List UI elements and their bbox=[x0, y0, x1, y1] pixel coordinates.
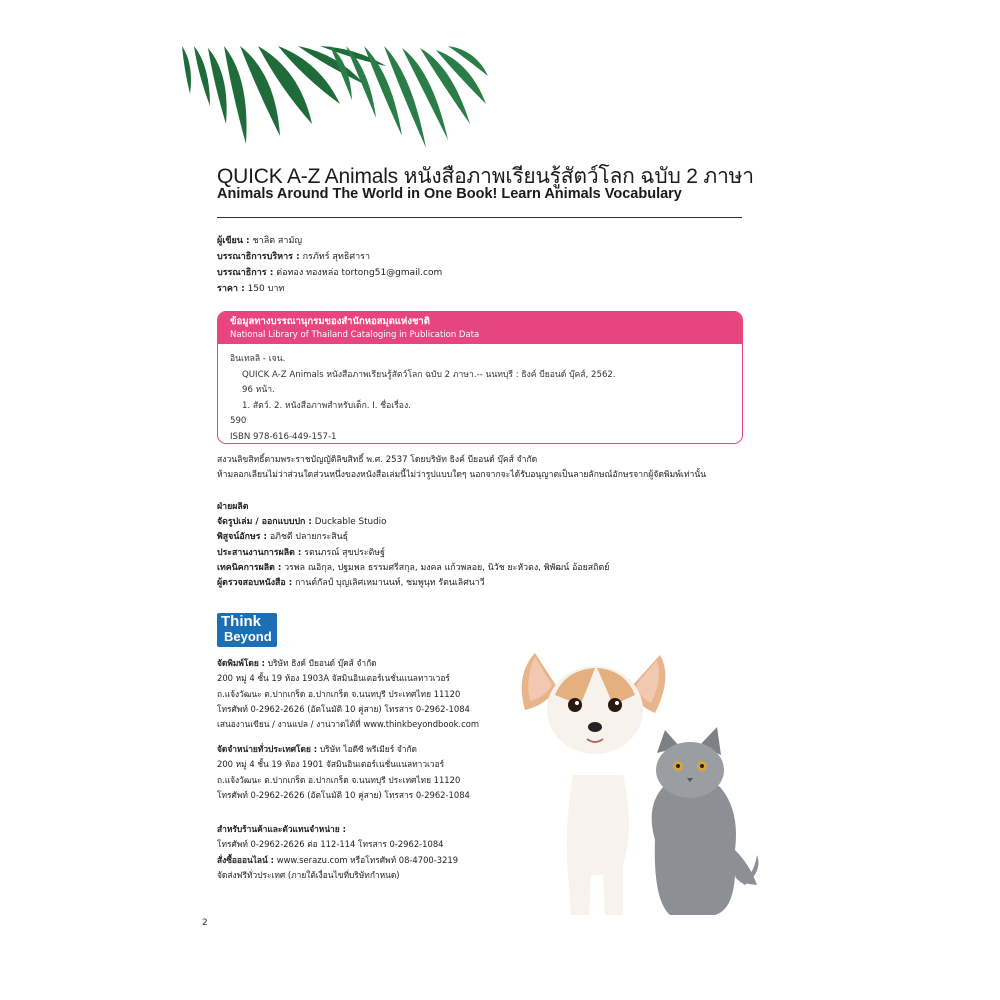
copyright-line: สงวนลิขสิทธิ์ตามพระราชบัญญัติลิขสิทธิ์ พ.ศ. 2537 โดยบริษัท ธิงค์ บียอนด์ บุ๊คส์ จำกัด bbox=[217, 455, 538, 465]
cip-line: QUICK A-Z Animals หนังสือภาพเรียนรู้สัตว์โลก ฉบับ 2 ภาษา.-- นนทบุรี : ธิงค์ บียอนด์ บุ๊คส์, 2562. bbox=[242, 369, 616, 380]
production-value: รตนภรณ์ สุขประดิษฐ์ bbox=[304, 547, 385, 558]
production-label: ผู้ตรวจสอบหนังสือ : bbox=[217, 578, 293, 589]
credit-value: ต่อทอง ทองหล่อ tortong51@gmail.com bbox=[276, 268, 443, 278]
production-row bbox=[217, 561, 609, 576]
production-heading: ฝ่ายผลิต bbox=[217, 502, 249, 512]
puppy-and-kitten-photo bbox=[495, 635, 765, 920]
production-value: วรพล ณอิกุล, ปฐมพล ธรรมศรีสกุล, มงคล แก้วพลอย, นิวัช ยะหัวดง, พิพัฒน์ อ้อยสถิตย์ bbox=[284, 562, 610, 573]
production-value: กานต์กัลป์ บุญเลิศเหมานนท์, ชมพูนุท รัตนเลิศนาวี bbox=[295, 578, 485, 589]
publisher-line: โทรศัพท์ 0-2962-2626 (อัตโนมัติ 10 คู่สาย) โทรสาร 0-2962-1084 bbox=[217, 703, 470, 714]
cip-heading-en: National Library of Thailand Cataloging in Publication Data bbox=[230, 330, 480, 340]
credit-row bbox=[217, 233, 442, 249]
distributor-line: โทรศัพท์ 0-2962-2626 (อัตโนมัติ 10 คู่สาย) โทรสาร 0-2962-1084 bbox=[217, 789, 470, 800]
publisher-line: เสนองานเขียน / งานแปล / งานวาดได้ที่ www.thinkbeyondbook.com bbox=[217, 719, 479, 730]
credit-row bbox=[217, 281, 442, 297]
online-label: สั่งซื้อออนไลน์ : bbox=[217, 854, 275, 865]
production-label: เทคนิคการผลิต : bbox=[217, 562, 282, 573]
cip-box bbox=[217, 311, 743, 444]
credit-value: กรภัทร์ สุทธิศารา bbox=[302, 252, 371, 262]
production-value: อภิชดี ปลายกระสินธุ์ bbox=[269, 532, 349, 543]
production-value: Duckable Studio bbox=[314, 517, 387, 528]
cip-body bbox=[218, 344, 742, 444]
title-divider bbox=[217, 217, 742, 218]
cip-line: 590 bbox=[230, 416, 247, 427]
publisher-line: ถ.แจ้งวัฒนะ ต.ปากเกร็ด อ.ปากเกร็ด จ.นนทบุรี ประเทศไทย 11120 bbox=[217, 688, 461, 699]
production-row bbox=[217, 576, 609, 591]
book-subtitle: Animals Around The World in One Book! Learn Animals Vocabulary bbox=[217, 186, 682, 202]
production-label: ประสานงานการผลิต : bbox=[217, 547, 302, 558]
production-team bbox=[217, 500, 609, 591]
credit-row bbox=[217, 265, 442, 281]
production-row bbox=[217, 546, 609, 561]
credit-value: 150 บาท bbox=[247, 284, 285, 294]
cip-line: 1. สัตว์. 2. หนังสือภาพสำหรับเด็ก. I. ชื่อเรื่อง. bbox=[242, 400, 411, 411]
credit-label: บรรณาธิการ : bbox=[217, 268, 274, 278]
production-row bbox=[217, 515, 609, 530]
logo-line1: Think bbox=[221, 613, 261, 630]
distributor-line: 200 หมู่ 4 ชั้น 19 ห้อง 1901 จัสมินอินเตอร์เนชั่นแนลทาวเวอร์ bbox=[217, 759, 445, 770]
credit-row bbox=[217, 249, 442, 265]
publisher-line: 200 หมู่ 4 ชั้น 19 ห้อง 1903A จัสมินอินเตอร์เนชั่นแนลทาวเวอร์ bbox=[217, 673, 450, 684]
production-label: จัดรูปเล่ม / ออกแบบปก : bbox=[217, 517, 312, 528]
credits-block bbox=[217, 233, 442, 297]
palm-leaves-illustration bbox=[180, 44, 490, 154]
production-row bbox=[217, 530, 609, 545]
distributor-line: ถ.แจ้งวัฒนะ ต.ปากเกร็ด อ.ปากเกร็ด จ.นนทบุรี ประเทศไทย 11120 bbox=[217, 774, 461, 785]
shops-delivery: จัดส่งฟรีทั่วประเทศ (ภายใต้เงื่อนไขที่บริษัทกำหนด) bbox=[217, 869, 400, 880]
puppy-illustration bbox=[522, 653, 666, 915]
copyright-notice bbox=[217, 453, 706, 483]
copyright-line: ห้ามลอกเลียนไม่ว่าส่วนใดส่วนหนึ่งของหนังสือเล่มนี้ไม่ว่ารูปแบบใดๆ นอกจากจะได้รับอนุญาตเป็นลายลักษณ์อักษรจากผู้จัดพิมพ์เท่านั้น bbox=[217, 470, 707, 480]
book-title: QUICK A-Z Animals หนังสือภาพเรียนรู้สัตว์โลก ฉบับ 2 ภาษา bbox=[217, 165, 754, 188]
page-number: 2 bbox=[202, 918, 208, 928]
online-value: www.serazu.com หรือโทรศัพท์ 08-4700-3219 bbox=[276, 854, 459, 865]
publisher-label: จัดพิมพ์โดย : bbox=[217, 658, 266, 668]
credit-label: บรรณาธิการบริหาร : bbox=[217, 252, 300, 262]
cip-line: อินเทลลิ - เจน. bbox=[230, 354, 286, 364]
cip-header bbox=[218, 312, 742, 344]
credit-label: ราคา : bbox=[217, 284, 245, 294]
shops-block bbox=[217, 822, 458, 883]
shops-heading: สำหรับร้านค้าและตัวแทนจำหน่าย : bbox=[217, 824, 346, 834]
publisher-block bbox=[217, 656, 479, 732]
cip-heading-th: ข้อมูลทางบรรณานุกรมของสำนักหอสมุดแห่งชาติ bbox=[230, 316, 430, 327]
kitten-illustration bbox=[652, 727, 759, 915]
distributor-block bbox=[217, 742, 470, 803]
cip-line: ISBN 978-616-449-157-1 bbox=[230, 431, 337, 442]
shops-phone: โทรศัพท์ 0-2962-2626 ต่อ 112-114 โทรสาร 0-2962-1084 bbox=[217, 839, 444, 850]
production-label: พิสูจน์อักษร : bbox=[217, 532, 268, 543]
distributor-label: จัดจำหน่ายทั่วประเทศโดย : bbox=[217, 744, 318, 754]
publisher-value: บริษัท ธิงค์ บียอนด์ บุ๊คส์ จำกัด bbox=[267, 658, 377, 668]
credit-label: ผู้เขียน : bbox=[217, 236, 250, 246]
distributor-value: บริษัท ไอดีซี พรีเมียร์ จำกัด bbox=[319, 744, 417, 754]
think-beyond-logo bbox=[217, 613, 277, 647]
logo-line2: Beyond bbox=[224, 629, 272, 644]
cip-line: 96 หน้า. bbox=[242, 385, 275, 396]
credit-value: ชาลิต สามัญ bbox=[252, 236, 303, 246]
